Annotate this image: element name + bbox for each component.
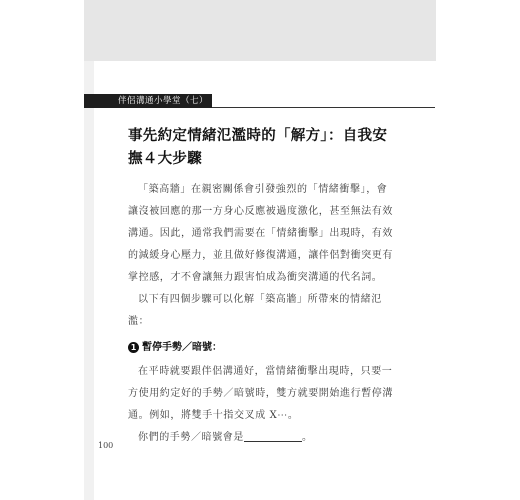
page-number: 100 bbox=[98, 441, 114, 450]
paragraph-steps-intro: 以下有四個步驟可以化解「築高牆」所帶來的情緒氾濫： bbox=[128, 294, 382, 327]
answer-blank[interactable] bbox=[244, 429, 302, 442]
step-prompt-line bbox=[128, 427, 396, 449]
page-content bbox=[128, 118, 396, 449]
step-label: 暫停手勢／暗號： bbox=[142, 342, 222, 353]
step-prompt-end: 。 bbox=[302, 432, 313, 443]
top-gray-panel bbox=[84, 0, 436, 61]
step-body: 在平時就要跟伴侶溝通好，當情緒衝擊出現時，只要一方使用約定好的手勢／暗號時，雙方就要開始進行暫停溝通。例如，將雙手十指交叉成 X⋯。 bbox=[128, 366, 393, 421]
section-header-label: 伴侶溝通小學堂（七） bbox=[118, 96, 209, 106]
paragraph-intro: 「築高牆」在親密關係會引發強烈的「情緒衝擊」，會讓沒被回應的那一方身心反應被過度激化，甚至無法有效溝通。因此，通常我們需要在「情緒衝擊」出現時，有效的減緩身心壓力，並且做好修復溝通，讓伴侶對衝突更有掌控感，才不會讓無力跟害怕成為衝突溝通的代名詞。 bbox=[128, 184, 393, 283]
section-header-bar bbox=[84, 94, 212, 108]
section-title: 事先約定情緒氾濫時的「解方」：自我安撫４大步驟 bbox=[128, 128, 388, 167]
header-rule bbox=[212, 107, 435, 108]
step-heading bbox=[128, 337, 396, 359]
step-number-badge: 1 bbox=[128, 342, 139, 353]
step-prompt: 你們的手勢／暗號會是 bbox=[138, 432, 244, 443]
left-margin-band bbox=[84, 61, 94, 500]
